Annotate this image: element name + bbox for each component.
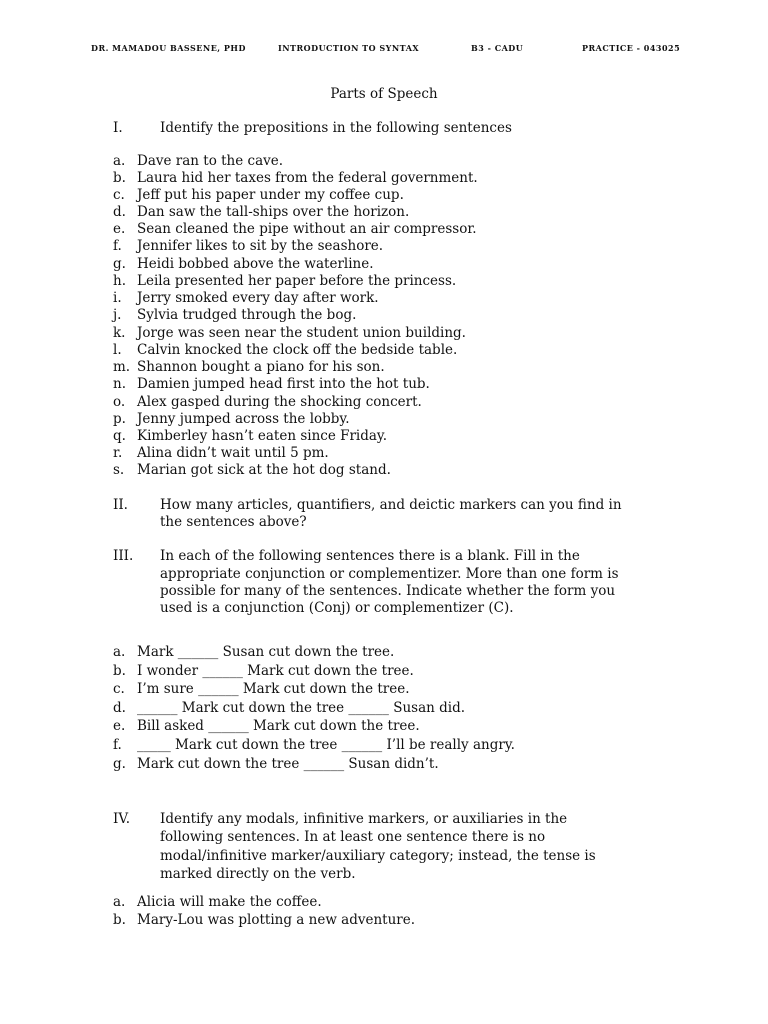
item-text: Alex gasped during the shocking concert. xyxy=(137,394,422,410)
list-item xyxy=(113,663,414,680)
header-author: DR. MAMADOU BASSENE, PHD xyxy=(91,43,246,53)
item-text: Bill asked ______ Mark cut down the tree. xyxy=(137,718,420,734)
item-label: r. xyxy=(113,445,123,461)
list-item xyxy=(113,153,283,170)
item-label: g. xyxy=(113,256,126,272)
item-text: Marian got sick at the hot dog stand. xyxy=(137,462,391,478)
item-text: Leila presented her paper before the princess. xyxy=(137,273,457,289)
item-label: j. xyxy=(113,307,122,323)
item-label: b. xyxy=(113,912,126,928)
page-title: Parts of Speech xyxy=(330,86,438,102)
item-label: f. xyxy=(113,238,122,254)
item-text: Mark cut down the tree ______ Susan didn’t. xyxy=(137,756,439,772)
section-instruction-line: modal/infinitive marker/auxiliary category; instead, the tense is xyxy=(160,848,596,864)
list-item xyxy=(113,445,329,462)
list-item xyxy=(113,912,415,929)
list-item xyxy=(113,307,356,324)
item-text: Damien jumped head first into the hot tub. xyxy=(137,376,430,392)
header-level: B3 - CADU xyxy=(471,43,524,53)
item-label: p. xyxy=(113,411,126,427)
item-text: ______ Mark cut down the tree ______ Susan did. xyxy=(137,700,466,716)
item-label: c. xyxy=(113,187,125,203)
item-label: a. xyxy=(113,894,126,910)
item-text: Dave ran to the cave. xyxy=(137,153,284,169)
list-item xyxy=(113,700,465,717)
section-instruction-line: marked directly on the verb. xyxy=(160,866,356,882)
list-item xyxy=(113,737,515,754)
section-number: II. xyxy=(113,497,128,513)
item-label: n. xyxy=(113,376,126,392)
item-text: Kimberley hasn’t eaten since Friday. xyxy=(137,428,388,444)
item-label: d. xyxy=(113,204,126,220)
list-item xyxy=(113,376,430,393)
item-text: Mark ______ Susan cut down the tree. xyxy=(137,644,395,660)
list-item xyxy=(113,894,322,911)
header-practice: PRACTICE - 043025 xyxy=(582,43,681,53)
item-text: Calvin knocked the clock off the bedside table. xyxy=(137,342,458,358)
list-item xyxy=(113,718,420,735)
item-text: Jennifer likes to sit by the seashore. xyxy=(137,238,384,254)
list-item xyxy=(113,342,457,359)
item-text: Alina didn’t wait until 5 pm. xyxy=(137,445,329,461)
item-text: Sean cleaned the pipe without an air compressor. xyxy=(137,221,477,237)
item-label: o. xyxy=(113,394,126,410)
item-text: Heidi bobbed above the waterline. xyxy=(137,256,374,272)
item-label: h. xyxy=(113,273,126,289)
item-text: Jeff put his paper under my coffee cup. xyxy=(137,187,404,203)
list-item xyxy=(113,462,391,479)
section-instruction: How many articles, quantifiers, and deictic markers can you find in xyxy=(160,497,622,513)
item-label: k. xyxy=(113,325,126,341)
list-item xyxy=(113,290,379,307)
item-text: Dan saw the tall-ships over the horizon. xyxy=(137,204,410,220)
item-label: g. xyxy=(113,756,126,772)
section-instruction-line: possible for many of the sentences. Indicate whether the form you xyxy=(160,583,616,599)
item-label: e. xyxy=(113,221,126,237)
item-label: b. xyxy=(113,170,126,186)
list-item xyxy=(113,644,394,661)
section-instruction-line: following sentences. In at least one sentence there is no xyxy=(160,829,546,845)
item-text: Alicia will make the coffee. xyxy=(137,894,322,910)
item-label: s. xyxy=(113,462,125,478)
section-number: III. xyxy=(113,548,134,564)
item-text: Jorge was seen near the student union building. xyxy=(137,325,466,341)
section-instruction: In each of the following sentences there is a blank. Fill in the xyxy=(160,548,580,564)
list-item xyxy=(113,204,409,221)
item-text: I’m sure ______ Mark cut down the tree. xyxy=(137,681,410,697)
item-label: i. xyxy=(113,290,122,306)
item-text: Laura hid her taxes from the federal government. xyxy=(137,170,478,186)
header-course: INTRODUCTION TO SYNTAX xyxy=(278,43,420,53)
list-item xyxy=(113,187,404,204)
section-instruction-line: used is a conjunction (Conj) or complementizer (C). xyxy=(160,600,514,616)
item-label: f. xyxy=(113,737,122,753)
item-text: Jenny jumped across the lobby. xyxy=(137,411,350,427)
list-item xyxy=(113,411,350,428)
item-text: Jerry smoked every day after work. xyxy=(137,290,379,306)
section-instruction-line: the sentences above? xyxy=(160,514,307,530)
item-label: m. xyxy=(113,359,131,375)
item-text: Sylvia trudged through the bog. xyxy=(137,307,357,323)
list-item xyxy=(113,238,383,255)
item-label: b. xyxy=(113,663,126,679)
item-label: a. xyxy=(113,644,126,660)
item-label: c. xyxy=(113,681,125,697)
section-instruction: Identify any modals, infinitive markers, or auxiliaries in the xyxy=(160,811,568,827)
section-instruction: Identify the prepositions in the following sentences xyxy=(160,120,512,136)
section-number: I. xyxy=(113,120,123,136)
section-number: IV. xyxy=(113,811,131,827)
item-text: I wonder ______ Mark cut down the tree. xyxy=(137,663,414,679)
section-instruction-line: appropriate conjunction or complementizer. More than one form is xyxy=(160,566,619,582)
item-label: a. xyxy=(113,153,126,169)
item-text: _____ Mark cut down the tree ______ I’ll be really angry. xyxy=(137,737,515,753)
list-item xyxy=(113,681,410,698)
item-label: q. xyxy=(113,428,126,444)
list-item xyxy=(113,394,422,411)
item-label: l. xyxy=(113,342,122,358)
list-item xyxy=(113,170,478,187)
item-label: e. xyxy=(113,718,126,734)
item-text: Shannon bought a piano for his son. xyxy=(137,359,385,375)
list-item xyxy=(113,756,439,773)
list-item xyxy=(113,273,456,290)
list-item xyxy=(113,221,477,238)
list-item xyxy=(113,256,374,273)
item-label: d. xyxy=(113,700,126,716)
list-item xyxy=(113,325,466,342)
list-item xyxy=(113,428,387,445)
item-text: Mary-Lou was plotting a new adventure. xyxy=(137,912,416,928)
list-item xyxy=(113,359,385,376)
